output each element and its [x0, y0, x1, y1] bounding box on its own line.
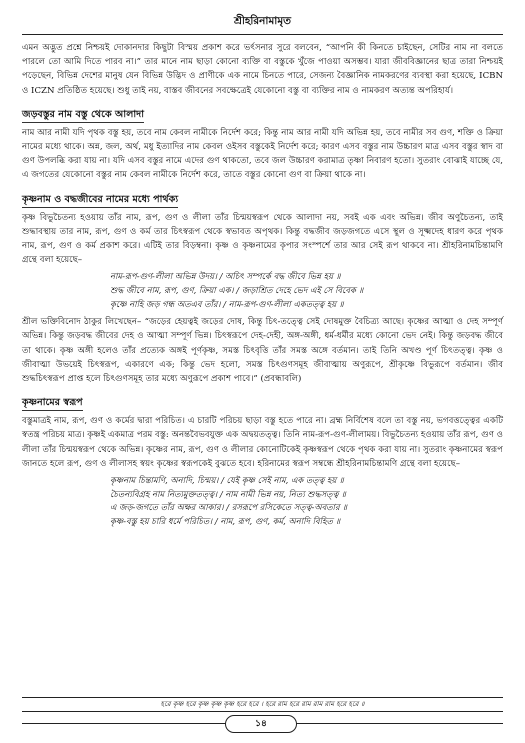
- section-heading: কৃষ্ণনামের স্বরূপ: [22, 396, 83, 411]
- verse-block: [110, 474, 503, 528]
- intro-paragraph: এমন অদ্ভুত প্রশ্নে নিশ্চয়ই দোকানদার কিছুটা বিস্ময় প্রকাশ করে ভর্ৎসনার সুরে বলবেন, “আপনি কী কিনতে চাইছেন, সেটির নাম না বলতে পারলে তো আমি দিতে পারব না।” তার মানে নাম ছাড়া কোনো ব্যক্তি বা বস্তুকে খুঁজে পাওয়া অসম্ভব। যারা জীববিজ্ঞানের ছাত্র তারা নিশ্চয়ই পড়েছেন, বিভিন্ন দেশের মানুষ যেন বিভিন্ন উদ্ভিদ ও প্রাণীকে এক নামে চিনতে পারে, সেজন্য বৈজ্ঞানিক নামকরণের ব্যবস্থা করা হয়েছে, ICBN ও ICZN প্রতিষ্ঠিত হয়েছে। শুধু তাই নয়, বাস্তব জীবনের সবক্ষেত্রেই যেকোনো বস্তু বা ব্যক্তির নাম ও নামকরণ অত্যন্ত অপরিহার্য।: [22, 43, 503, 96]
- body-paragraph: নাম আর নামী যদি পৃথক বস্তু হয়, তবে নাম কেবল নামীকে নির্দেশ করে; কিন্তু নাম আর নামী যদি অভিন্ন হয়, তবে নামীর সব গুণ, শক্তি ও ক্রিয়া নামের মধ্যে থাকে। অন্ন, জল, অর্থ, মধু ইত্যাদির নাম কেবল ওইসব বস্তুকেই নির্দেশ করে; কারণ এসব বস্তুর নাম উচ্চারণ মাত্র এসব বস্তুর স্বাদ বা গুণ উপলব্ধি করা যায় না। যদি এসব বস্তুর নামে এদের গুণ থাকতো, তবে জল উচ্চারণ করামাত্র তৃষ্ণা নিবারণ হতো। সুতরাং বোঝাই যাচ্ছে যে, এ জগতের যেকোনো বস্তুর নাম কেবল নামীকে নির্দেশ করে, তাতে বস্তুর কোনো গুণ বা ক্রিয়া থাকে না।: [22, 127, 503, 181]
- verse-line: চৈতন্যবিগ্রহ নাম নিত্যমুক্ততত্ত্ব। / নাম নামী ভিন্ন নয়, নিত্য শুদ্ধসত্ত্ব ॥: [110, 488, 346, 499]
- section-2: [22, 187, 503, 387]
- quote-paragraph: শ্রীল ভক্তিবিনোদ ঠাকুর লিখেছেন– “জড়ের হেয়ত্বই জড়ের দোষ, কিন্তু চিৎ-তত্ত্বে সেই দোষমুক্ত বৈচিত্র্য আছে। কৃষ্ণের আত্মা ও দেহ সম্পূর্ণ অভিন্ন। কিন্তু জড়বদ্ধ জীবের দেহ ও আত্মা সম্পূর্ণ ভিন্ন। চিৎস্বরূপে দেহ-দেহী, অঙ্গ-অঙ্গী, ধর্ম-ধর্মীর মধ্যে কোনো ভেদ নেই। কিন্তু জড়বদ্ধ জীবে তা থাকে। কৃষ্ণ অঙ্গী হলেও তাঁর প্রত্যেক অঙ্গই পূর্ণকৃষ্ণ, সমস্ত চিৎবৃত্তি তাঁর সমস্ত অঙ্গে বর্তমান। তাই তিনি অখণ্ড পূর্ণ চিৎতত্ত্ব। কৃষ্ণ ও জীবাত্মা উভয়েই চিৎস্বরূপ, একারণে এক; কিন্তু ভেদ হলো, সমস্ত চিৎগুণসমূহ জীবাত্মায় অণুরূপে, শ্রীকৃষ্ণে বিভুরূপে বর্তমান। জীব শুদ্ধচিৎস্বরূপ প্রাপ্ত হলে চিৎগুণসমূহ তার মধ্যে অণুরূপে প্রকাশ পাবে।” (প্রবন্ধাবলি): [22, 317, 503, 385]
- verse-line: শুদ্ধ জীবে নাম, রূপ, গুণ, ক্রিয়া এক। / জড়াশ্রিত দেহে ভেদ এই সে বিবেক ॥: [110, 285, 364, 296]
- section-1: [22, 102, 503, 183]
- section-heading: কৃষ্ণনাম ও বদ্ধজীবের নামের মধ্যে পার্থক্য: [22, 193, 178, 208]
- footer-mantra: হরে কৃষ্ণ হরে কৃষ্ণ কৃষ্ণ কৃষ্ণ হরে হরে । হরে রাম হরে রাম রাম রাম হরে হরে ॥: [22, 697, 503, 712]
- verse-line: কৃষ্ণে নাহি জড় গন্ধ অতএব তাঁর। / নাম-রূপ-গুণ-লীলা একতত্ত্ব হয় ॥: [110, 298, 344, 309]
- verse-line: কৃষ্ণ-বস্তু হয় চারি ধর্মে পরিচিত। / নাম, রূপ, গুণ, কর্ম, অনাদি বিহিত ॥: [110, 515, 341, 526]
- verse-line: নাম-রূপ-গুণ-লীলা অভিন্ন উদয়। / অচিৎ সম্পর্কে বদ্ধ জীবে ভিন্ন হয় ॥: [110, 271, 341, 282]
- verse-line: এ জড়-জগতে তাঁর অক্ষর আকার। / রসরূপে রসিকেতে সত্ত্ব-অবতার ॥: [110, 502, 347, 513]
- verse-block: [110, 270, 503, 311]
- body-paragraph: বস্তুমাত্রই নাম, রূপ, গুণ ও কর্মের দ্বারা পরিচিত। এ চারটি পরিচয় ছাড়া বস্তু হতে পারে না। ব্রহ্ম নির্বিশেষ বলে তা বস্তু নয়, ভগবত্তত্ত্বের একটি স্বতন্ত্র পরিচয় মাত্র। কৃষ্ণই একমাত্র পরম বস্তু: অনন্তবৈভবযুক্ত এক অদ্বয়তত্ত্ব। তিনি নাম-রূপ-গুণ-লীলাময়। বিভুচৈতন্য হওয়ায় তাঁর রূপ, গুণ ও লীলা তাঁর চিন্ময়স্বরূপ থেকে অভিন্ন। কৃষ্ণের নাম, রূপ, গুণ ও লীলার কোনোটিকেই কৃষ্ণস্বরূপ থেকে পৃথক করা যায় না। সুতরাং কৃষ্ণনামের স্বরূপ জানতে হলে রূপ, গুণ ও লীলাসহ স্বয়ং কৃষ্ণের স্বরূপকেই বুঝতে হবে। হরিনামের স্বরূপ সম্বন্ধে শ্রীহরিনামচিন্তামণি গ্রন্থে বলা হয়েছে–: [22, 416, 503, 469]
- page: [22, 6, 503, 532]
- body-paragraph: কৃষ্ণ বিভুচৈতন্য হওয়ায় তাঁর নাম, রূপ, গুণ ও লীলা তাঁর চিন্ময়স্বরূপ থেকে আলাদা নয়, সবই এক এবং অভিন্ন। জীব অণুচৈতন্য, তাই শুদ্ধাবস্থায় তার নাম, রূপ, গুণ ও কর্ম তার চিৎস্বরূপ থেকে স্বভাবত অপৃথক। কিন্তু বদ্ধজীব জড়জগতে এসে স্থূল ও সূক্ষ্মদেহ ধারণ করে পৃথক নাম, রূপ, গুণ ও কর্ম প্রকাশ করে। এটিই তার বিড়ম্বনা। কৃষ্ণ ও কৃষ্ণনামের কৃপার সংস্পর্শে তার আর সেই রূপ থাকবে না। শ্রীহরিনামচিন্তামণি গ্রন্থে বলা হয়েছে–: [22, 212, 503, 266]
- page-number: ১৪: [225, 715, 297, 733]
- section-heading: জড়বস্তুর নাম বস্তু থেকে আলাদা: [22, 108, 144, 123]
- verse-line: কৃষ্ণনাম চিন্তামণি, অনাদি, চিন্ময়। / যেই কৃষ্ণ সেই নাম, এক তত্ত্ব হয় ॥: [110, 475, 344, 486]
- section-3: [22, 390, 503, 528]
- running-header: শ্রীহরিনামামৃত: [22, 6, 503, 35]
